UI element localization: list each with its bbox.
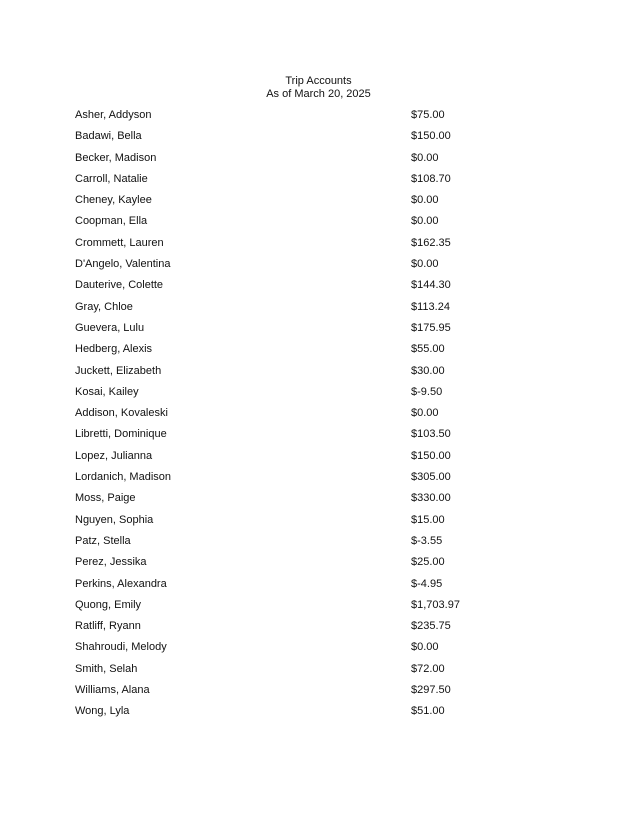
account-row: [0, 365, 637, 386]
account-row: [0, 535, 637, 556]
account-amount: $0.00: [411, 407, 439, 420]
account-row: [0, 130, 637, 151]
account-name: Kosai, Kailey: [75, 385, 139, 398]
account-amount: $15.00: [411, 513, 445, 526]
account-row: [0, 322, 637, 343]
account-name: Ratliff, Ryann: [75, 620, 141, 633]
account-amount: $55.00: [411, 343, 445, 356]
account-row: [0, 301, 637, 322]
account-row: [0, 684, 637, 705]
account-amount: $0.00: [411, 194, 439, 207]
account-list: [0, 109, 637, 727]
account-amount: $25.00: [411, 556, 445, 569]
account-name: Carroll, Natalie: [75, 172, 148, 185]
account-amount: $51.00: [411, 705, 445, 718]
account-row: [0, 194, 637, 215]
account-name: Coopman, Ella: [75, 215, 148, 228]
account-name: Cheney, Kaylee: [75, 194, 152, 207]
account-row: [0, 215, 637, 236]
account-name: Lordanich, Madison: [75, 471, 172, 484]
account-row: [0, 578, 637, 599]
account-name: Perez, Jessika: [75, 556, 147, 569]
account-row: [0, 279, 637, 300]
account-amount: $0.00: [411, 151, 439, 164]
account-amount: $0.00: [411, 641, 439, 654]
account-name: Nguyen, Sophia: [75, 513, 154, 526]
account-name: Perkins, Alexandra: [75, 577, 167, 590]
account-amount: $297.50: [411, 684, 451, 697]
account-amount: $-3.55: [411, 534, 443, 547]
account-name: Patz, Stella: [75, 534, 131, 547]
account-amount: $162.35: [411, 236, 451, 249]
account-name: D'Angelo, Valentina: [75, 258, 171, 271]
account-name: Badawi, Bella: [75, 130, 142, 143]
account-amount: $108.70: [411, 172, 451, 185]
document-subtitle: As of March 20, 2025: [266, 88, 371, 100]
account-row: [0, 641, 637, 662]
account-amount: $330.00: [411, 492, 451, 505]
account-amount: $72.00: [411, 662, 445, 675]
account-name: Juckett, Elizabeth: [75, 364, 162, 377]
account-row: [0, 663, 637, 684]
account-row: [0, 109, 637, 130]
account-row: [0, 237, 637, 258]
account-name: Hedberg, Alexis: [75, 343, 153, 356]
account-amount: $113.24: [411, 300, 450, 313]
account-name: Dauterive, Colette: [75, 279, 164, 292]
title-block: [0, 75, 637, 101]
account-amount: $235.75: [411, 620, 451, 633]
account-row: [0, 599, 637, 620]
account-row: [0, 620, 637, 641]
account-name: Becker, Madison: [75, 151, 157, 164]
account-row: [0, 152, 637, 173]
account-amount: $-9.50: [411, 385, 443, 398]
account-amount: $175.95: [411, 321, 451, 334]
account-amount: $30.00: [411, 364, 445, 377]
account-row: [0, 471, 637, 492]
account-amount: $0.00: [411, 215, 439, 228]
account-row: [0, 386, 637, 407]
account-row: [0, 705, 637, 726]
account-amount: $75.00: [411, 109, 445, 121]
account-row: [0, 343, 637, 364]
account-amount: $1,703.97: [411, 598, 460, 611]
account-row: [0, 450, 637, 471]
account-name: Moss, Paige: [75, 492, 136, 505]
account-row: [0, 173, 637, 194]
account-name: Quong, Emily: [75, 598, 142, 611]
account-name: Williams, Alana: [75, 684, 150, 697]
account-amount: $150.00: [411, 449, 451, 462]
account-name: Gray, Chloe: [75, 300, 133, 313]
account-name: Smith, Selah: [75, 662, 138, 675]
account-amount: $103.50: [411, 428, 451, 441]
account-amount: $305.00: [411, 471, 451, 484]
account-row: [0, 492, 637, 513]
account-row: [0, 514, 637, 535]
account-amount: $0.00: [411, 258, 439, 271]
account-amount: $-4.95: [411, 577, 443, 590]
account-name: Guevera, Lulu: [75, 321, 145, 334]
account-row: [0, 556, 637, 577]
account-name: Libretti, Dominique: [75, 428, 167, 441]
account-row: [0, 428, 637, 449]
account-name: Crommett, Lauren: [75, 236, 164, 249]
account-amount: $150.00: [411, 130, 451, 143]
account-row: [0, 258, 637, 279]
account-name: Wong, Lyla: [75, 705, 130, 718]
account-name: Addison, Kovaleski: [75, 407, 168, 420]
document-title: Trip Accounts: [285, 75, 352, 87]
account-name: Asher, Addyson: [75, 109, 152, 121]
account-name: Lopez, Julianna: [75, 449, 153, 462]
account-amount: $144.30: [411, 279, 451, 292]
account-name: Shahroudi, Melody: [75, 641, 167, 654]
account-row: [0, 407, 637, 428]
